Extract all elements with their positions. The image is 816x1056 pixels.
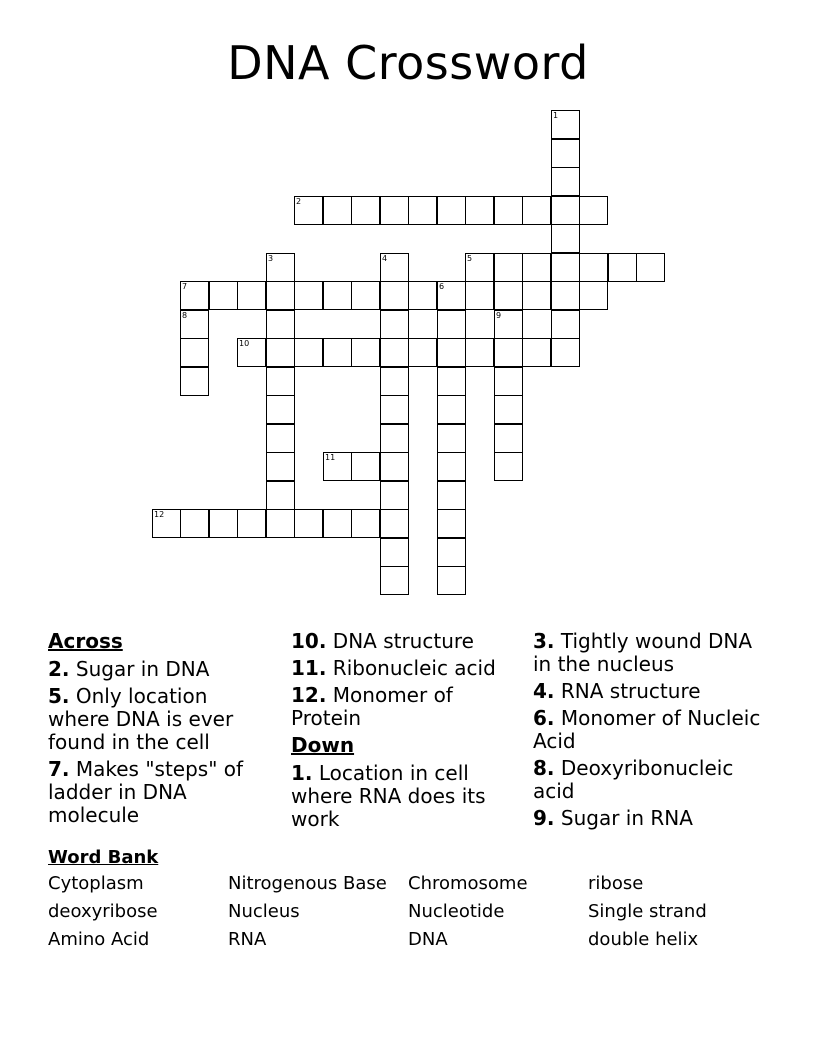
- clue-number: 12: [154, 510, 165, 519]
- grid-cell[interactable]: [494, 367, 523, 396]
- word-bank-item: Nitrogenous Base: [228, 873, 387, 894]
- grid-cell[interactable]: [522, 196, 551, 225]
- grid-cell[interactable]: [266, 509, 295, 538]
- clue-across-5: 5. Only location where DNA is ever found in the cell: [48, 684, 234, 754]
- grid-cell[interactable]: [180, 338, 209, 367]
- page-title: DNA Crossword: [227, 36, 589, 90]
- grid-cell[interactable]: [323, 338, 352, 367]
- grid-cell[interactable]: [380, 338, 409, 367]
- word-bank-item: Nucleotide: [408, 901, 505, 922]
- grid-cell[interactable]: [408, 338, 437, 367]
- grid-cell[interactable]: [351, 338, 380, 367]
- word-bank-heading: Word Bank: [48, 847, 159, 868]
- grid-cell[interactable]: [380, 452, 409, 481]
- grid-cell[interactable]: [579, 253, 608, 282]
- grid-cell[interactable]: [209, 509, 238, 538]
- word-bank-item: DNA: [408, 929, 448, 950]
- grid-cell[interactable]: [551, 167, 580, 196]
- grid-cell[interactable]: [380, 196, 409, 225]
- grid-cell[interactable]: [494, 452, 523, 481]
- grid-cell[interactable]: [551, 338, 580, 367]
- grid-cell[interactable]: [380, 509, 409, 538]
- word-bank-item: ribose: [588, 873, 644, 894]
- word-bank-item: Amino Acid: [48, 929, 150, 950]
- grid-cell[interactable]: [579, 196, 608, 225]
- grid-cell[interactable]: [294, 338, 323, 367]
- grid-cell[interactable]: [437, 395, 466, 424]
- grid-cell[interactable]: [494, 196, 523, 225]
- grid-cell[interactable]: [437, 452, 466, 481]
- grid-cell[interactable]: [180, 509, 209, 538]
- grid-cell[interactable]: [408, 281, 437, 310]
- clue-across-7: 7. Makes "steps" of ladder in DNA molecule: [48, 757, 244, 827]
- grid-cell[interactable]: [437, 281, 466, 310]
- clue-number: 11: [325, 453, 336, 462]
- grid-cell[interactable]: [437, 424, 466, 453]
- grid-cell[interactable]: [237, 509, 266, 538]
- grid-cell[interactable]: [494, 253, 523, 282]
- grid-cell[interactable]: [351, 509, 380, 538]
- clues-column-2: [291, 630, 527, 835]
- grid-cell[interactable]: [437, 367, 466, 396]
- grid-cell[interactable]: [351, 196, 380, 225]
- grid-cell[interactable]: [522, 338, 551, 367]
- grid-cell[interactable]: [380, 367, 409, 396]
- grid-cell[interactable]: [380, 566, 409, 595]
- word-bank-item: Nucleus: [228, 901, 300, 922]
- grid-cell[interactable]: [266, 310, 295, 339]
- grid-cell[interactable]: [266, 452, 295, 481]
- grid-cell[interactable]: [437, 509, 466, 538]
- clue-number: 4: [382, 254, 388, 263]
- grid-cell[interactable]: [522, 281, 551, 310]
- grid-cell[interactable]: [636, 253, 665, 282]
- grid-cell[interactable]: [494, 424, 523, 453]
- clues-column-1: [48, 630, 268, 831]
- grid-cell[interactable]: [551, 110, 580, 139]
- across-heading: Across: [48, 629, 123, 653]
- grid-cell[interactable]: [152, 509, 181, 538]
- grid-cell[interactable]: [209, 281, 238, 310]
- grid-cell[interactable]: [551, 196, 580, 225]
- grid-cell[interactable]: [551, 139, 580, 168]
- grid-cell[interactable]: [294, 281, 323, 310]
- grid-cell[interactable]: [437, 566, 466, 595]
- grid-cell[interactable]: [266, 395, 295, 424]
- grid-cell[interactable]: [437, 310, 466, 339]
- grid-cell[interactable]: [437, 196, 466, 225]
- grid-cell[interactable]: [465, 196, 494, 225]
- grid-cell[interactable]: [494, 310, 523, 339]
- grid-cell[interactable]: [465, 281, 494, 310]
- grid-cell[interactable]: [380, 538, 409, 567]
- clue-number: 5: [467, 254, 473, 263]
- clue-across-11: 11. Ribonucleic acid: [291, 656, 496, 680]
- clue-down-8: 8. Deoxyribonucleic acid: [533, 756, 734, 803]
- clue-number: 3: [268, 254, 274, 263]
- grid-cell[interactable]: [180, 310, 209, 339]
- grid-cell[interactable]: [494, 338, 523, 367]
- grid-cell[interactable]: [266, 253, 295, 282]
- word-bank-list: [48, 870, 768, 954]
- grid-cell[interactable]: [266, 367, 295, 396]
- grid-cell[interactable]: [380, 310, 409, 339]
- grid-cell[interactable]: [551, 224, 580, 253]
- word-bank-item: RNA: [228, 929, 267, 950]
- grid-cell[interactable]: [522, 253, 551, 282]
- down-heading: Down: [291, 733, 355, 757]
- grid-cell[interactable]: [579, 281, 608, 310]
- grid-cell[interactable]: [494, 281, 523, 310]
- grid-cell[interactable]: [323, 509, 352, 538]
- word-bank-item: Cytoplasm: [48, 873, 144, 894]
- grid-cell[interactable]: [465, 253, 494, 282]
- clue-down-9: 9. Sugar in RNA: [533, 806, 693, 830]
- clue-down-4: 4. RNA structure: [533, 679, 701, 703]
- grid-cell[interactable]: [608, 253, 637, 282]
- grid-cell[interactable]: [323, 452, 352, 481]
- grid-cell[interactable]: [408, 196, 437, 225]
- clue-number: 10: [239, 339, 250, 348]
- grid-cell[interactable]: [437, 538, 466, 567]
- grid-cell[interactable]: [237, 338, 266, 367]
- clue-number: 6: [439, 282, 445, 291]
- grid-cell[interactable]: [323, 281, 352, 310]
- word-bank: [48, 846, 768, 954]
- clue-number: 1: [553, 111, 559, 120]
- clue-number: 9: [496, 311, 502, 320]
- grid-cell[interactable]: [294, 196, 323, 225]
- clue-number: 2: [296, 197, 302, 206]
- grid-cell[interactable]: [380, 281, 409, 310]
- word-bank-item: deoxyribose: [48, 901, 158, 922]
- grid-cell[interactable]: [266, 424, 295, 453]
- clue-across-2: 2. Sugar in DNA: [48, 657, 210, 681]
- word-bank-item: double helix: [588, 929, 699, 950]
- grid-cell[interactable]: [180, 367, 209, 396]
- clue-down-3: 3. Tightly wound DNA in the nucleus: [533, 629, 753, 676]
- grid-cell[interactable]: [551, 281, 580, 310]
- grid-cell[interactable]: [266, 338, 295, 367]
- word-bank-item: Chromosome: [408, 873, 528, 894]
- grid-cell[interactable]: [351, 452, 380, 481]
- grid-cell[interactable]: [180, 281, 209, 310]
- grid-cell[interactable]: [465, 338, 494, 367]
- grid-cell[interactable]: [437, 338, 466, 367]
- clue-across-12: 12. Monomer of Protein: [291, 683, 453, 730]
- clue-down-1: 1. Location in cell where RNA does its work: [291, 761, 486, 831]
- grid-cell[interactable]: [551, 310, 580, 339]
- grid-cell[interactable]: [294, 509, 323, 538]
- grid-cell[interactable]: [380, 424, 409, 453]
- grid-cell[interactable]: [323, 196, 352, 225]
- grid-cell[interactable]: [380, 253, 409, 282]
- grid-cell[interactable]: [266, 481, 295, 510]
- clue-across-10: 10. DNA structure: [291, 629, 474, 653]
- grid-cell[interactable]: [351, 281, 380, 310]
- grid-cell[interactable]: [551, 253, 580, 282]
- word-bank-item: Single strand: [588, 901, 707, 922]
- grid-cell[interactable]: [494, 395, 523, 424]
- grid-cell[interactable]: [437, 481, 466, 510]
- grid-cell[interactable]: [380, 481, 409, 510]
- clue-down-6: 6. Monomer of Nucleic Acid: [533, 706, 761, 753]
- grid-cell[interactable]: [380, 395, 409, 424]
- clues-column-3: [533, 630, 773, 834]
- grid-cell[interactable]: [266, 281, 295, 310]
- clue-number: 8: [182, 311, 188, 320]
- grid-cell[interactable]: [237, 281, 266, 310]
- clue-number: 7: [182, 282, 188, 291]
